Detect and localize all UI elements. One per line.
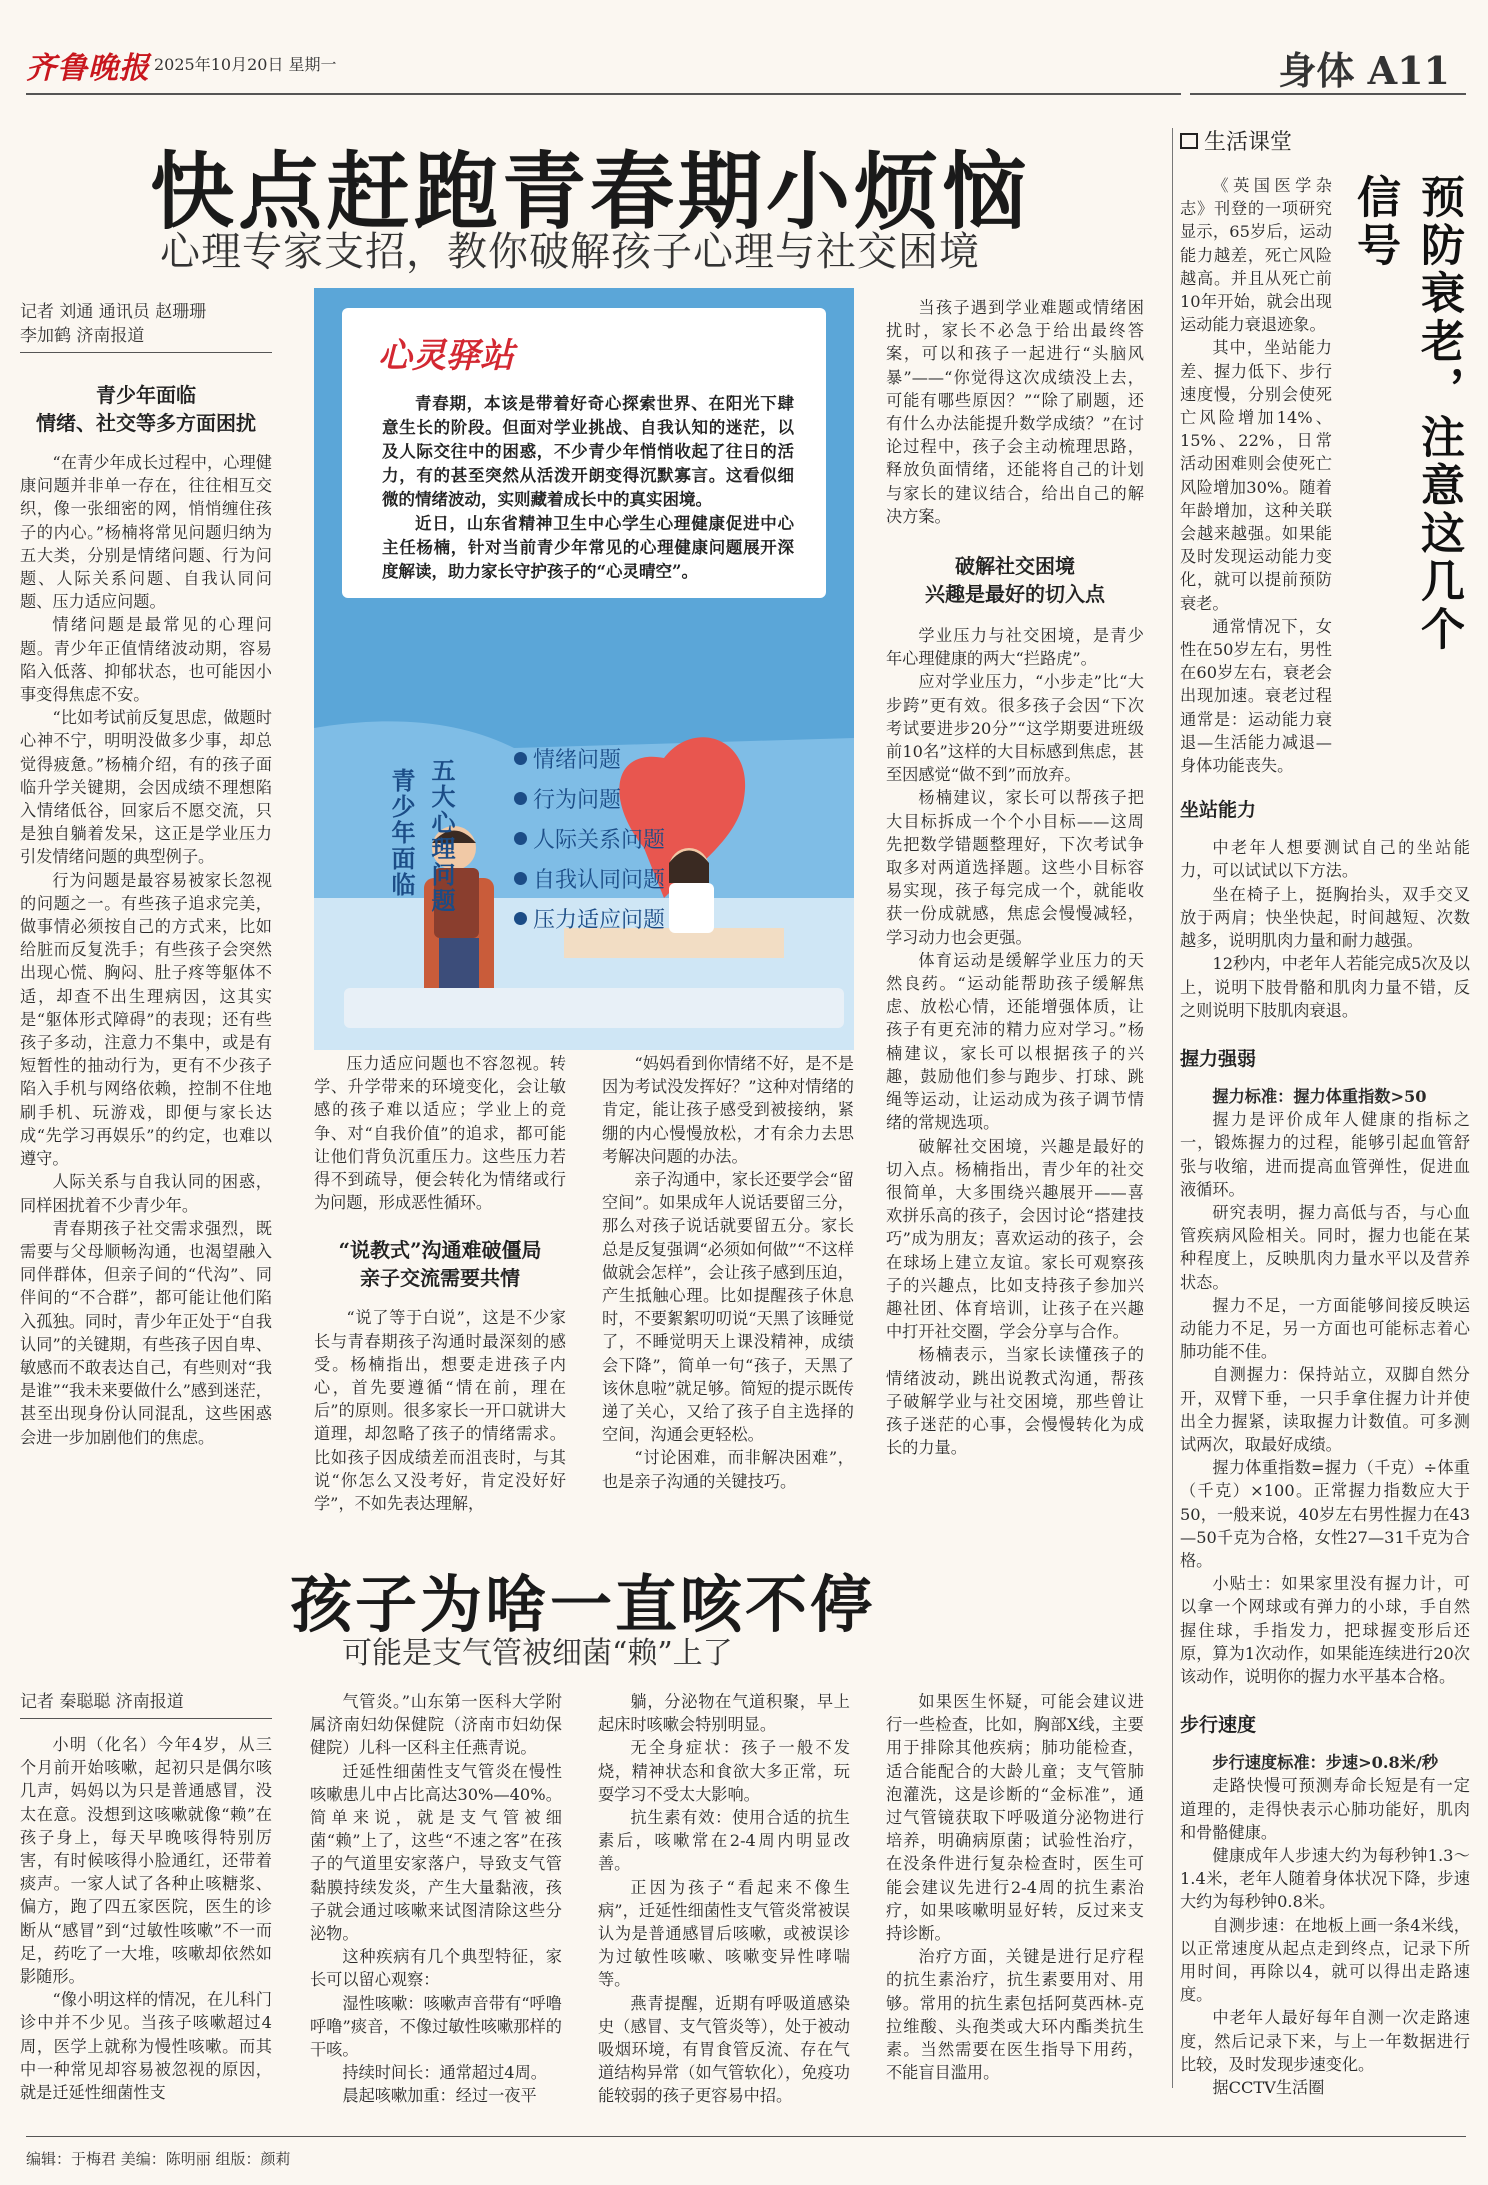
sidebar-tag [1180,125,1470,156]
problem-item-3 [514,818,665,858]
paragraph: 压力适应问题也不容忽视。转学、升学带来的环境变化，会让敏感的孩子难以适应；学业上的竞争、对“自我价值”的追求，都可能让他们背负沉重压力。这些压力若得不到疏导，便会转化为情绪或行为问题，形成恶性循环。 [314,1054,566,1213]
paragraph: 晨起咳嗽加重：经过一夜平 [342,2086,537,2106]
box-text [382,392,794,584]
story1-col4 [886,296,1144,1519]
paragraph: 坐在椅子上，挺胸抬头，双手交叉放于两肩；快坐快起，时间越短、次数越多，说明肌肉力量和耐力越强。 [1180,884,1470,951]
paragraph: 杨楠表示，当家长读懂孩子的情绪波动，跳出说教式沟通，帮孩子破解学业与社交困境，那些曾让孩子迷茫的心事，会慢慢转化为成长的力量。 [886,1345,1144,1458]
paragraph: 自测握力：保持站立，双脚自然分开，双臂下垂，一只手拿住握力计并使出全力握紧，读取握力计数值。可多测试两次，取最好成绩。 [1180,1365,1470,1454]
book-icon [1180,133,1198,149]
paragraph: 体育运动是缓解学业压力的天然良药。“运动能帮助孩子缓解焦虑、放松心情，还能增强体质，让孩子有更充沛的精力应对学习。”杨楠建议，家长可以根据孩子的兴趣，鼓励他们参与跑步、打球、跳绳等运动，让运动成为孩子调节情绪的常规选项。 [886,950,1144,1133]
sidebar-text-grip [1180,1108,1470,1688]
byline-line2: 李加鹤 济南报道 [20,326,145,346]
story1-subhead-2 [314,1236,566,1292]
bullet-icon [514,792,527,805]
subhead-line2: 情绪、社交等多方面困扰 [36,411,256,435]
story2-col2 [310,1690,562,2108]
paragraph: “像小明这样的情况，在儿科门诊中并不少见。当孩子咳嗽超过4周，医学上就称为慢性咳嗽。而其中一种常见却容易被忽视的原因，就是迁延性细菌性支 [20,1990,272,2103]
paragraph: 握力不足，一方面能够间接反映运动能力不足，另一方面也可能标志着心肺功能不佳。 [1180,1295,1470,1362]
sidebar-grip-standard: 握力标准：握力体重指数>50 [1212,1086,1427,1106]
problem-item-5 [514,898,665,938]
story2-col4 [886,1690,1144,2084]
box-inner [342,308,826,598]
story2-byline: 记者 秦聪聪 济南报道 [20,1692,184,1712]
story2-col3 [598,1690,850,2108]
paragraph: 杨楠建议，家长可以帮孩子把大目标拆成一个个小目标——这周先把数学错题整理好，下次考试争取多对两道选择题。这些小目标容易实现，孩子每完成一个，就能收获一份成就感，焦虑会慢慢减轻，学习动力也会更强。 [886,788,1144,947]
paragraph: 人际关系与自我认同的困惑，同样困扰着不少青少年。 [20,1172,272,1215]
box-paragraph-2: 近日，山东省精神卫生中心学生心理健康促进中心主任杨楠，针对当前青少年常见的心理健康问题展开深度解读，助力家长守护孩子的“心灵晴空”。 [382,514,794,581]
story1-subheadline: 心理专家支招，教你破解孩子心理与社交困境 [160,229,980,275]
masthead-rule-right [1190,93,1466,95]
story1-col1 [20,300,272,1511]
sidebar-intro [1180,174,1332,777]
story1-subhead-3 [886,552,1144,608]
paragraph: 握力是评价成年人健康的指标之一，锻炼握力的过程，能够引起血管舒张与收缩，进而提高血管弹性，促进血液循环。 [1180,1110,1470,1199]
paragraph: 持续时间长：通常超过4周。 [342,2063,547,2083]
story2-headline: 孩子为啥一直咳不停 [290,1568,876,1641]
story2-col3-text [598,1690,850,2108]
bullet-icon [514,752,527,765]
story2-subheadline: 可能是支气管被细菌“赖”上了 [342,1636,733,1671]
subhead-line1: 破解社交困境 [955,554,1075,579]
newspaper-logo: 齐鲁晚报 [26,51,150,86]
story1-col2 [314,1052,566,1515]
problem-item-4 [514,858,665,898]
paragraph: 当孩子遇到学业难题或情绪困扰时，家长不必急于给出最终答案，可以和孩子一起进行“头脑风暴”——“你觉得这次成绩没上去，可能有哪些原因？”“除了刷题，还有什么办法能提升数学成绩？”在讨论过程中，孩子会主动梳理思路，释放负面情绪，还能将自己的计划与家长的建议结合，给出自己的解决方案。 [886,298,1144,526]
issue-date: 2025年10月20日 星期一 [154,55,337,74]
sidebar-heading-grip: 握力强弱 [1180,1047,1257,1070]
paragraph: 中老年人最好每年自测一次走路速度，然后记录下来，与上一年数据进行比较，及时发现步速变化。 [1180,2008,1470,2074]
story2-col4-text [886,1690,1144,2084]
paragraph: 其中，坐站能力差、握力低下、步行速度慢，分别会使死亡风险增加14%、15%、22%，日常活动困难则会使死亡风险增加30%。随着年龄增加，这种关联会越来越强。如果能及时发现运动能力变化，就可以提前预防衰老。 [1180,338,1332,613]
story1-col1-text [20,451,272,1511]
paragraph: 情绪问题是最常见的心理问题。青少年正值情绪波动期，容易陷入低落、抑郁状态，也可能因小事变得焦虑不安。 [20,615,272,705]
paragraph: 健康成年人步速大约为每秒钟1.3～1.4米，老年人随着身体状况下降，步速大约为每秒钟0.8米。 [1180,1846,1470,1912]
footer-credits: 编辑：于梅君 美编：陈明丽 组版：颜莉 [26,2150,291,2168]
paragraph: 气管炎。”山东第一医科大学附属济南妇幼保健院（济南市妇幼保健院）儿科一区科主任燕青说。 [310,1692,562,1758]
masthead-rule [26,93,1181,95]
paragraph: 正因为孩子“看起来不像生病”，迁延性细菌性支气管炎常被误认为是普通感冒后咳嗽，或被误诊为过敏性咳嗽、咳嗽变异性哮喘等。 [598,1877,850,1990]
paragraph: “在青少年成长过程中，心理健康问题并非单一存在，往往相互交织，像一张细密的网，悄悄缠住孩子的内心。”杨楠将常见问题归纳为五大类，分别是情绪问题、行为问题、人际关系问题、自我认同问题、压力适应问题。 [20,453,272,612]
paragraph: 中老年人想要测试自己的坐站能力，可以试试以下方法。 [1180,838,1470,881]
subhead-line1: 青少年面临 [96,383,196,407]
story1-byline [20,300,272,348]
paragraph: 12秒内，中老年人若能完成5次及以上，说明下肢骨骼和肌肉力量不错，反之则说明下肢肌肉衰退。 [1180,954,1470,1020]
paragraph: “说了等于白说”，这是不少家长与青春期孩子沟通时最深刻的感受。杨楠指出，想要走进孩子内心，首先要遵循“情在前，理在后”的原则。很多家长一开口就讲大道理，却忽略了孩子的情绪需求。比如孩子因成绩差而沮丧时，与其说“你怎么又没考好，肯定没好好学”，不如先表达理解， [314,1308,566,1514]
paragraph: 应对学业压力，“小步走”比“大步跨”更有效。很多孩子会因“下次考试要进步20分”“这学期要进班级前10名”这样的大目标感到焦虑，甚至因感觉“做不到”而放弃。 [886,672,1144,785]
paragraph: 破解社交困境，兴趣是最好的切入点。杨楠指出，青少年的社交很简单，大多围绕兴趣展开——喜欢拼乐高的孩子，会因讨论“搭建技巧”成为朋友；喜欢运动的孩子，会在球场上建立友谊。家长可观察孩子的兴趣点，比如支持孩子参加兴趣社团、体育培训，让孩子在兴趣中打开社交圈，学会分享与合作。 [886,1136,1144,1342]
story1-col4-text2 [886,624,1144,1519]
footer-rule [26,2136,1466,2137]
paragraph: “比如考试前反复思虑，做题时心神不宁，明明没做多少事，却总觉得疲惫。”杨楠介绍，有的孩子面临升学关键期，会因成绩不理想陷入情绪低谷，回家后不愿交流，只是独自躺着发呆，这正是学业压力引发情绪问题的典型例子。 [20,708,272,867]
paragraph: 自测步速：在地板上画一条4米线，以正常速度从起点走到终点，记录下所用时间，再除以4，就可以得出走路速度。 [1180,1915,1470,2005]
story1-headline: 快点赶跑青春期小烦恼 [150,142,1031,241]
paragraph: 治疗方面，关键是进行足疗程的抗生素治疗，抗生素要用对、用够。常用的抗生素包括阿莫西林-克拉维酸、头孢类或大环内酯类抗生素。当然需要在医生指导下用药，不能盲目滥用。 [886,1947,1144,2083]
paragraph: “妈妈看到你情绪不好，是不是因为考试没发挥好？”这种对情绪的肯定，能让孩子感受到被接纳，紧绷的内心慢慢放松，才有余力去思考解决问题的办法。 [602,1054,854,1166]
story1-col3 [602,1052,854,1493]
box-kicker: 心灵驿站 [378,336,514,376]
paragraph: 如果医生怀疑，可能会建议进行一些检查，比如，胸部X线，主要用于排除其他疾病；肺功能检查，适合能配合的大龄儿童；支气管肺泡灌洗，这是诊断的“金标准”，通过气管镜获取下呼吸道分泌物进行培养，明确病原菌；试验性治疗，在没条件进行复杂检查时，医生可能会建议先进行2-4周的抗生素治疗，如果咳嗽明显好转，反过来支持诊断。 [886,1692,1144,1944]
paragraph: 通常情况下，女性在50岁左右，男性在60岁左右，衰老会出现加速。衰老过程通常是：运动能力衰退—生活能力减退—身体功能丧失。 [1180,616,1332,776]
sidebar-walk-standard: 步行速度标准：步速>0.8米/秒 [1212,1753,1439,1773]
story1-subhead-1 [20,381,272,437]
problem-label: 自我认同问题 [533,867,666,893]
paragraph: 亲子沟通中，家长还要学会“留空间”。如果成年人说话要留三分，那么对孩子说话就要留五分。家长总是反复强调“必须如何做”“不这样做就会怎样”，会让孩子感到压迫，产生抵触心理。比如提醒孩子休息时，不要絮絮叨叨说“天黑了该睡觉了，不睡觉明天上课没精神，成绩会下降”，简单一句“孩子，天黑了该休息啦”就足够。简短的提示既传递了关心，又给了孩子自主选择的空间，沟通会更轻松。 [602,1170,854,1445]
story1-col3-text [602,1052,854,1493]
paragraph: 燕青提醒，近期有呼吸道感染史（感冒、支气管炎等），处于被动吸烟环境，有胃食管反流、存在气道结构异常（如气管软化），免疫功能较弱的孩子更容易中招。 [598,1993,850,2106]
bullet-icon [514,832,527,845]
paragraph: 湿性咳嗽：咳嗽声音带有“呼噜呼噜”痰音，不像过敏性咳嗽那样的干咳。 [310,1993,562,2060]
problem-label: 行为问题 [533,787,622,813]
sidebar-tag-label: 生活课堂 [1204,130,1293,155]
story2-col1-text [20,1733,272,2104]
paragraph: 《英国医学杂志》刊登的一项研究显示，65岁后，运动能力越差，死亡风险越高。并且从死亡前10年开始，就会出现运动能力衰退迹象。 [1180,176,1332,335]
paragraph: 小明（化名）今年4岁，从三个月前开始咳嗽，起初只是偶尔咳几声，妈妈以为只是普通感冒，没太在意。没想到这咳嗽就像“赖”在孩子身上，每天早晚咳得特别厉害，有时候咳得小脸通红，还带着痰声。一家人试了各种止咳糖浆、偏方，跑了四五家医院，医生的诊断从“感冒”到“过敏性咳嗽”不一而足，药吃了一大堆，咳嗽却依然如影随形。 [20,1735,272,1987]
paragraph: 青春期孩子社交需求强烈，既需要与父母顺畅沟通，也渴望融入同伴群体，但亲子间的“代沟”、同伴间的“不合群”，都可能让他们陷入孤独。同时，青少年正处于“自我认同”的关键期，有些孩子因自卑、敏感而不敢表达自己，有些则对“我是谁”“我未来要做什么”感到迷茫，甚至出现身份认同混乱，这些困惑会进一步加剧他们的焦虑。 [20,1218,272,1447]
box-paragraph-1: 青春期，本该是带着好奇心探索世界、在阳光下肆意生长的阶段。但面对学业挑战、自我认知的迷茫，以及人际交往中的困惑，不少青少年悄悄收起了往日的活力，有的甚至突然从活泼开朗变得沉默寡言。这看似细微的情绪波动，实则藏着成长中的真实困境。 [382,394,794,509]
paragraph: 握力体重指数=握力（千克）÷体重（千克）×100。正常握力指数应大于50，一般来说，40岁左右男性握力在43—50千克为合格，女性27—31千克为合格。 [1180,1458,1470,1570]
graphic-label-2: 五大心理问题 [427,758,456,914]
bullet-icon [514,912,527,925]
story1-col4-text [886,296,1144,528]
paragraph: 走路快慢可预测寿命长短是有一定道理的，走得快表示心肺功能好，肌肉和骨骼健康。 [1180,1776,1470,1842]
paragraph: 躺，分泌物在气道积聚，早上起床时咳嗽会特别明显。 [598,1692,850,1735]
sidebar-text-walk [1180,1774,1470,2076]
problem-label: 压力适应问题 [533,907,666,933]
story1-col2-text2 [314,1306,566,1515]
paragraph: 迁延性细菌性支气管炎在慢性咳嗽患儿中占比高达30%—40%。简单来说，就是支气管被细菌“赖”上了，这些“不速之客”在孩子的气道里安家落户，导致支气管黏膜持续发炎，产生大量黏液，孩子就会通过咳嗽来试图清除这些分泌物。 [310,1761,562,1944]
problem-label: 情绪问题 [533,747,622,773]
story2-col2-text [310,1690,562,2108]
paragraph: 小贴士：如果家里没有握力计，可以拿一个网球或有弹力的小球，手自然握住球，手指发力，把球握变形后还原，算为1次动作，如果能连续进行20次该动作，说明你的握力水平基本合格。 [1180,1574,1470,1686]
paragraph: “讨论困难，而非解决困难”，也是亲子沟通的关键技巧。 [602,1448,854,1491]
health-sidebar [1180,125,1470,2098]
five-problems-list [514,738,665,938]
problem-item-2 [514,778,665,818]
sidebar-source: 据CCTV生活圈 [1212,2078,1325,2098]
section-label: 身体 A11 [1278,48,1450,93]
paragraph: 无全身症状：孩子一般不发烧，精神状态和食欲大多正常，玩耍学习不受太大影响。 [598,1738,850,1804]
sidebar-title: 预防衰老，注意这几个信号 [1349,174,1464,654]
paragraph: 行为问题是最容易被家长忽视的问题之一。有些孩子追求完美，做事情必须按自己的方式来，比如给脏而反复洗手；有些孩子会突然出现心慌、胸闷、肚子疼等躯体不适，却查不出生理病因，这其实是“躯体形式障碍”的表现；还有些孩子多动，注意力不集中，或是有短暂性的抽动行为，更有不少孩子陷入手机与网络依赖，控制不住地刷手机、玩游戏，即便与家长达成“先学习再娱乐”的约定，也难以遵守。 [20,870,272,1169]
paragraph: 学业压力与社交困境，是青少年心理健康的两大“拦路虎”。 [886,626,1144,669]
subhead-line2: 兴趣是最好的切入点 [925,582,1105,607]
sidebar-intro-row [1180,174,1470,777]
byline-line1: 记者 刘通 通讯员 赵珊珊 [20,302,207,322]
subhead-line2: 亲子交流需要共情 [360,1266,520,1291]
problem-item-1 [514,738,665,778]
paragraph: 抗生素有效：使用合适的抗生素后，咳嗽常在2-4周内明显改善。 [598,1808,850,1874]
story2-col1 [20,1690,272,2104]
sidebar-text-sit-stand [1180,836,1470,1022]
paragraph: 这种疾病有几个典型特征，家长可以留心观察： [310,1947,562,1990]
sidebar-divider [1172,128,1173,2088]
masthead [26,40,1466,93]
problem-label: 人际关系问题 [533,827,666,853]
sidebar-heading-sit-stand: 坐站能力 [1180,799,1257,822]
graphic-label-1: 青少年面临 [387,768,416,898]
story1-col2-text [314,1052,566,1214]
subhead-line1: “说教式”沟通难破僵局 [338,1238,542,1263]
heart-station-box [314,288,854,1050]
bullet-icon [514,872,527,885]
sidebar-heading-walk: 步行速度 [1180,1714,1257,1737]
paragraph: 研究表明，握力高低与否，与心血管疾病风险相关。同时，握力也能在某种程度上，反映肌肉力量水平以及营养状态。 [1180,1202,1470,1292]
